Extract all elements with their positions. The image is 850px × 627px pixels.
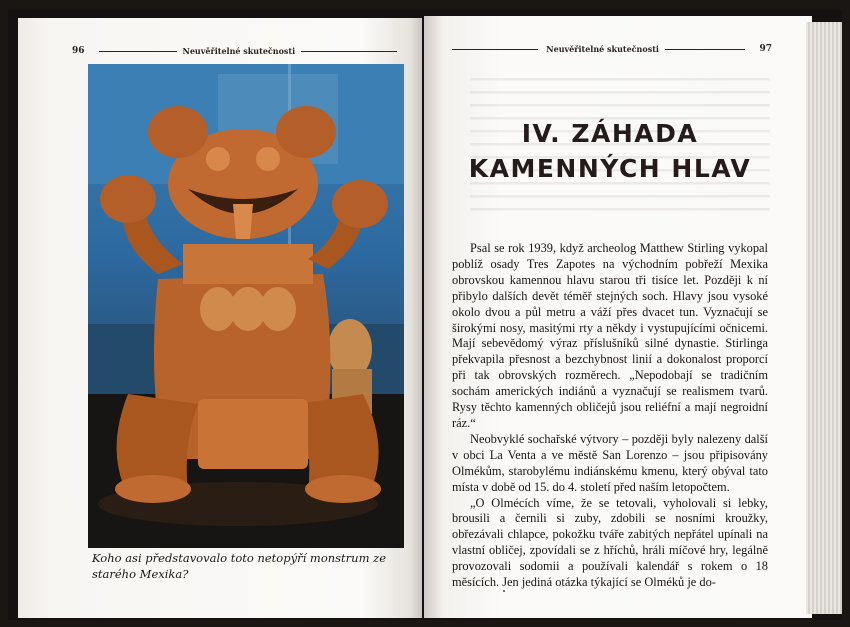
terracotta-bat-monster-sculpture-icon: [88, 64, 404, 548]
left-running-head: [72, 46, 402, 56]
page-edges: [806, 22, 842, 614]
chapter-title-line-2: KAMENNÝCH HLAV: [468, 154, 752, 183]
paragraph-1: Psal se rok 1939, když archeolog Matthew Stirling vykopal poblíž osady Tres Zapotes na východním pobřeží Mexika obrovskou kamennou hlavu starou tři tisíce let. Později k ní přibylo dalších devět téměř stejných soch. Hlavy jsou vysoké okolo dvou a půl metru a váží přes dvacet tun. Vyznačují se širokými nosy, masitými rty a někdy i vystupujícími očnicemi. Mají sebevědomý výraz příslušníků silné dynastie. Stirlinga překvapila přesnost a bezchybnost linií a dokonalost proporcí při tak obrovských rozměrech. „Nepodobají se tradičním sochám amerických indiánů a vyznačují se realismem tvarů. Rysy těchto kamenných obličejů jsou reliéfní a mají negroidní ráz.“: [452, 241, 768, 430]
photo-caption: Koho asi představovalo toto netopýří monstrum ze starého Mexika?: [92, 551, 386, 581]
right-running-title: Neuvěřitelné skutečnosti: [546, 44, 659, 54]
chapter-title: [440, 116, 780, 186]
right-page-number: 97: [759, 44, 772, 54]
left-running-title: Neuvěřitelné skutečnosti: [182, 46, 296, 56]
photo-bat-monster: [88, 64, 404, 548]
chapter-body-text: [452, 241, 768, 591]
paragraph-2: Neobvyklé sochařské výtvory – později byly nalezeny další v obci La Venta a ve městě San Lorenzo – jsou připisovány Olmékům, starobylému indiánskému kmenu, který obýval tato místa v době od 15. do 4. století před naším letopočtem.: [452, 431, 768, 494]
right-running-head: [452, 44, 772, 54]
left-page-number: 96: [72, 46, 85, 56]
paragraph-3: „O Olmécích víme, že se tetovali, vyholovali si lebky, brousili a černili si zuby, zdobili se nosními kroužky, obřezávali chlapce, pokožku tváře zabitých nepřátel upínali na vlastní obličej, zpovídali se z hříchů, hráli míčové hry, legálně provozovali sodomii a používali kalendář s rokem o 18 měsících. Jen jediná otázka týkající se Olméků je do-: [452, 495, 768, 590]
chapter-title-line-1: IV. ZÁHADA: [521, 119, 699, 148]
page-speck: [503, 590, 505, 592]
